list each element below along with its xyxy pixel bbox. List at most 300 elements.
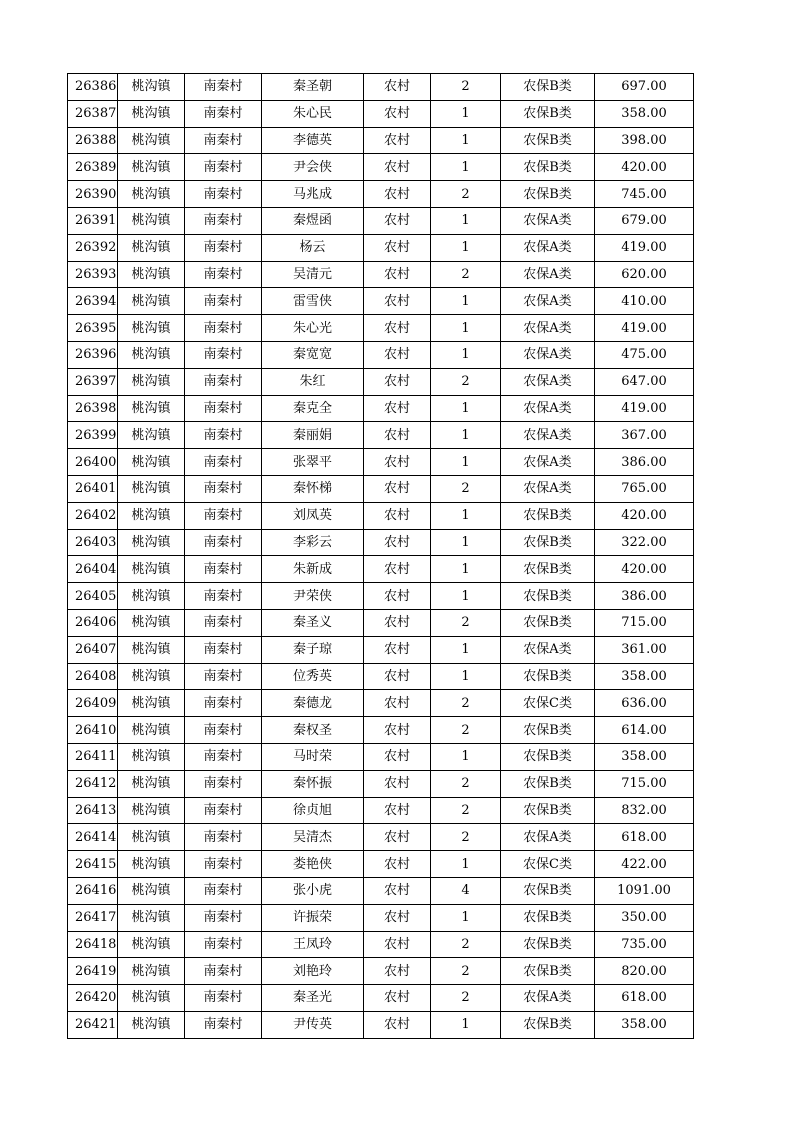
household-count-cell: 1 (431, 127, 501, 154)
table-row (68, 288, 694, 315)
insurance-category-cell: 农保B类 (501, 100, 595, 127)
table-row (68, 877, 694, 904)
person-name-cell: 秦怀梯 (262, 475, 364, 502)
town-cell: 桃沟镇 (118, 958, 185, 985)
row-id-cell: 26393 (68, 261, 118, 288)
table-row (68, 261, 694, 288)
household-count-cell: 1 (431, 663, 501, 690)
person-name-cell: 秦圣义 (262, 609, 364, 636)
table-row (68, 368, 694, 395)
person-name-cell: 秦德龙 (262, 690, 364, 717)
amount-cell: 358.00 (595, 743, 694, 770)
household-count-cell: 1 (431, 288, 501, 315)
household-count-cell: 1 (431, 449, 501, 476)
insurance-category-cell: 农保B类 (501, 717, 595, 744)
town-cell: 桃沟镇 (118, 717, 185, 744)
person-name-cell: 张小虎 (262, 877, 364, 904)
insurance-category-cell: 农保C类 (501, 851, 595, 878)
household-count-cell: 2 (431, 958, 501, 985)
insurance-category-cell: 农保B类 (501, 663, 595, 690)
table-row (68, 127, 694, 154)
table-row (68, 583, 694, 610)
amount-cell: 620.00 (595, 261, 694, 288)
document-page (67, 73, 693, 1039)
amount-cell: 358.00 (595, 1011, 694, 1038)
row-id-cell: 26406 (68, 609, 118, 636)
insurance-category-cell: 农保A类 (501, 475, 595, 502)
household-count-cell: 2 (431, 74, 501, 101)
person-name-cell: 刘艳玲 (262, 958, 364, 985)
area-type-cell: 农村 (364, 234, 431, 261)
amount-cell: 350.00 (595, 904, 694, 931)
area-type-cell: 农村 (364, 931, 431, 958)
table-row (68, 663, 694, 690)
insurance-category-cell: 农保B类 (501, 529, 595, 556)
row-id-cell: 26418 (68, 931, 118, 958)
table-row (68, 502, 694, 529)
amount-cell: 410.00 (595, 288, 694, 315)
amount-cell: 386.00 (595, 449, 694, 476)
area-type-cell: 农村 (364, 74, 431, 101)
village-cell: 南秦村 (185, 181, 262, 208)
household-count-cell: 1 (431, 100, 501, 127)
amount-cell: 735.00 (595, 931, 694, 958)
area-type-cell: 农村 (364, 636, 431, 663)
village-cell: 南秦村 (185, 449, 262, 476)
town-cell: 桃沟镇 (118, 449, 185, 476)
area-type-cell: 农村 (364, 181, 431, 208)
town-cell: 桃沟镇 (118, 502, 185, 529)
area-type-cell: 农村 (364, 529, 431, 556)
household-count-cell: 2 (431, 931, 501, 958)
town-cell: 桃沟镇 (118, 395, 185, 422)
amount-cell: 419.00 (595, 234, 694, 261)
village-cell: 南秦村 (185, 261, 262, 288)
person-name-cell: 马兆成 (262, 181, 364, 208)
table-row (68, 181, 694, 208)
area-type-cell: 农村 (364, 368, 431, 395)
insurance-category-cell: 农保A类 (501, 824, 595, 851)
household-count-cell: 1 (431, 583, 501, 610)
row-id-cell: 26410 (68, 717, 118, 744)
area-type-cell: 农村 (364, 904, 431, 931)
village-cell: 南秦村 (185, 341, 262, 368)
table-row (68, 797, 694, 824)
amount-cell: 745.00 (595, 181, 694, 208)
table-row (68, 931, 694, 958)
row-id-cell: 26414 (68, 824, 118, 851)
person-name-cell: 刘凤英 (262, 502, 364, 529)
table-row (68, 770, 694, 797)
insurance-category-cell: 农保B类 (501, 181, 595, 208)
household-count-cell: 1 (431, 207, 501, 234)
amount-cell: 614.00 (595, 717, 694, 744)
household-count-cell: 1 (431, 743, 501, 770)
insurance-category-cell: 农保A类 (501, 395, 595, 422)
person-name-cell: 秦权圣 (262, 717, 364, 744)
town-cell: 桃沟镇 (118, 609, 185, 636)
area-type-cell: 农村 (364, 556, 431, 583)
insurance-category-cell: 农保B类 (501, 958, 595, 985)
table-row (68, 74, 694, 101)
row-id-cell: 26400 (68, 449, 118, 476)
row-id-cell: 26401 (68, 475, 118, 502)
town-cell: 桃沟镇 (118, 100, 185, 127)
village-cell: 南秦村 (185, 609, 262, 636)
amount-cell: 715.00 (595, 609, 694, 636)
household-count-cell: 1 (431, 341, 501, 368)
village-cell: 南秦村 (185, 770, 262, 797)
insurance-category-cell: 农保B类 (501, 556, 595, 583)
person-name-cell: 李彩云 (262, 529, 364, 556)
village-cell: 南秦村 (185, 315, 262, 342)
area-type-cell: 农村 (364, 449, 431, 476)
table-row (68, 395, 694, 422)
row-id-cell: 26392 (68, 234, 118, 261)
insurance-category-cell: 农保B类 (501, 74, 595, 101)
insurance-category-cell: 农保A类 (501, 288, 595, 315)
person-name-cell: 朱心光 (262, 315, 364, 342)
table-row (68, 154, 694, 181)
village-cell: 南秦村 (185, 127, 262, 154)
amount-cell: 697.00 (595, 74, 694, 101)
town-cell: 桃沟镇 (118, 743, 185, 770)
table-row (68, 958, 694, 985)
area-type-cell: 农村 (364, 797, 431, 824)
insurance-category-cell: 农保B类 (501, 743, 595, 770)
amount-cell: 367.00 (595, 422, 694, 449)
area-type-cell: 农村 (364, 207, 431, 234)
village-cell: 南秦村 (185, 690, 262, 717)
town-cell: 桃沟镇 (118, 1011, 185, 1038)
person-name-cell: 雷雪侠 (262, 288, 364, 315)
town-cell: 桃沟镇 (118, 770, 185, 797)
row-id-cell: 26397 (68, 368, 118, 395)
insurance-category-cell: 农保B类 (501, 770, 595, 797)
household-count-cell: 1 (431, 154, 501, 181)
village-cell: 南秦村 (185, 636, 262, 663)
town-cell: 桃沟镇 (118, 234, 185, 261)
village-cell: 南秦村 (185, 931, 262, 958)
area-type-cell: 农村 (364, 609, 431, 636)
table-row (68, 824, 694, 851)
person-name-cell: 杨云 (262, 234, 364, 261)
town-cell: 桃沟镇 (118, 341, 185, 368)
town-cell: 桃沟镇 (118, 797, 185, 824)
insurance-category-cell: 农保B类 (501, 502, 595, 529)
row-id-cell: 26411 (68, 743, 118, 770)
table-row (68, 529, 694, 556)
village-cell: 南秦村 (185, 154, 262, 181)
person-name-cell: 秦克全 (262, 395, 364, 422)
amount-cell: 679.00 (595, 207, 694, 234)
village-cell: 南秦村 (185, 663, 262, 690)
table-row (68, 904, 694, 931)
household-count-cell: 1 (431, 502, 501, 529)
town-cell: 桃沟镇 (118, 877, 185, 904)
amount-cell: 647.00 (595, 368, 694, 395)
town-cell: 桃沟镇 (118, 851, 185, 878)
area-type-cell: 农村 (364, 315, 431, 342)
village-cell: 南秦村 (185, 797, 262, 824)
amount-cell: 358.00 (595, 663, 694, 690)
row-id-cell: 26407 (68, 636, 118, 663)
table-row (68, 636, 694, 663)
amount-cell: 765.00 (595, 475, 694, 502)
person-name-cell: 吴清杰 (262, 824, 364, 851)
table-row (68, 690, 694, 717)
village-cell: 南秦村 (185, 851, 262, 878)
row-id-cell: 26405 (68, 583, 118, 610)
row-id-cell: 26412 (68, 770, 118, 797)
village-cell: 南秦村 (185, 877, 262, 904)
town-cell: 桃沟镇 (118, 985, 185, 1012)
person-name-cell: 娄艳侠 (262, 851, 364, 878)
town-cell: 桃沟镇 (118, 368, 185, 395)
household-count-cell: 2 (431, 261, 501, 288)
row-id-cell: 26394 (68, 288, 118, 315)
person-name-cell: 张翠平 (262, 449, 364, 476)
area-type-cell: 农村 (364, 770, 431, 797)
amount-cell: 420.00 (595, 556, 694, 583)
village-cell: 南秦村 (185, 395, 262, 422)
table-row (68, 449, 694, 476)
household-count-cell: 1 (431, 556, 501, 583)
town-cell: 桃沟镇 (118, 583, 185, 610)
village-cell: 南秦村 (185, 288, 262, 315)
person-name-cell: 尹荣侠 (262, 583, 364, 610)
insurance-category-cell: 农保A类 (501, 315, 595, 342)
village-cell: 南秦村 (185, 529, 262, 556)
amount-cell: 618.00 (595, 824, 694, 851)
household-count-cell: 4 (431, 877, 501, 904)
area-type-cell: 农村 (364, 475, 431, 502)
row-id-cell: 26399 (68, 422, 118, 449)
insurance-category-cell: 农保A类 (501, 207, 595, 234)
amount-cell: 398.00 (595, 127, 694, 154)
person-name-cell: 许振荣 (262, 904, 364, 931)
table-row (68, 341, 694, 368)
row-id-cell: 26389 (68, 154, 118, 181)
town-cell: 桃沟镇 (118, 315, 185, 342)
household-count-cell: 2 (431, 717, 501, 744)
row-id-cell: 26404 (68, 556, 118, 583)
person-name-cell: 秦宽宽 (262, 341, 364, 368)
table-row (68, 1011, 694, 1038)
household-count-cell: 2 (431, 609, 501, 636)
insurance-category-cell: 农保A类 (501, 341, 595, 368)
town-cell: 桃沟镇 (118, 207, 185, 234)
row-id-cell: 26388 (68, 127, 118, 154)
insurance-category-cell: 农保A类 (501, 422, 595, 449)
town-cell: 桃沟镇 (118, 422, 185, 449)
person-name-cell: 朱新成 (262, 556, 364, 583)
insurance-category-cell: 农保A类 (501, 985, 595, 1012)
village-cell: 南秦村 (185, 1011, 262, 1038)
table-row (68, 315, 694, 342)
village-cell: 南秦村 (185, 743, 262, 770)
table-row (68, 422, 694, 449)
household-count-cell: 2 (431, 985, 501, 1012)
table-row (68, 100, 694, 127)
village-cell: 南秦村 (185, 502, 262, 529)
town-cell: 桃沟镇 (118, 181, 185, 208)
amount-cell: 419.00 (595, 315, 694, 342)
table-row (68, 717, 694, 744)
town-cell: 桃沟镇 (118, 127, 185, 154)
amount-cell: 832.00 (595, 797, 694, 824)
area-type-cell: 农村 (364, 663, 431, 690)
insurance-category-cell: 农保B类 (501, 609, 595, 636)
town-cell: 桃沟镇 (118, 529, 185, 556)
person-name-cell: 尹传英 (262, 1011, 364, 1038)
insurance-category-cell: 农保A类 (501, 449, 595, 476)
household-count-cell: 2 (431, 824, 501, 851)
household-count-cell: 1 (431, 234, 501, 261)
village-cell: 南秦村 (185, 717, 262, 744)
village-cell: 南秦村 (185, 824, 262, 851)
amount-cell: 422.00 (595, 851, 694, 878)
household-count-cell: 1 (431, 422, 501, 449)
row-id-cell: 26420 (68, 985, 118, 1012)
amount-cell: 358.00 (595, 100, 694, 127)
household-count-cell: 2 (431, 797, 501, 824)
table-row (68, 743, 694, 770)
insurance-category-cell: 农保B类 (501, 877, 595, 904)
area-type-cell: 农村 (364, 288, 431, 315)
village-cell: 南秦村 (185, 958, 262, 985)
amount-cell: 361.00 (595, 636, 694, 663)
area-type-cell: 农村 (364, 851, 431, 878)
village-cell: 南秦村 (185, 985, 262, 1012)
person-name-cell: 秦怀振 (262, 770, 364, 797)
town-cell: 桃沟镇 (118, 824, 185, 851)
person-name-cell: 徐贞旭 (262, 797, 364, 824)
amount-cell: 419.00 (595, 395, 694, 422)
table-row (68, 851, 694, 878)
area-type-cell: 农村 (364, 583, 431, 610)
amount-cell: 322.00 (595, 529, 694, 556)
village-cell: 南秦村 (185, 583, 262, 610)
household-count-cell: 1 (431, 529, 501, 556)
row-id-cell: 26402 (68, 502, 118, 529)
row-id-cell: 26416 (68, 877, 118, 904)
insurance-category-cell: 农保B类 (501, 904, 595, 931)
person-name-cell: 秦煜函 (262, 207, 364, 234)
row-id-cell: 26387 (68, 100, 118, 127)
household-count-cell: 2 (431, 368, 501, 395)
row-id-cell: 26419 (68, 958, 118, 985)
area-type-cell: 农村 (364, 100, 431, 127)
household-count-cell: 1 (431, 315, 501, 342)
area-type-cell: 农村 (364, 877, 431, 904)
town-cell: 桃沟镇 (118, 288, 185, 315)
village-cell: 南秦村 (185, 475, 262, 502)
row-id-cell: 26421 (68, 1011, 118, 1038)
village-cell: 南秦村 (185, 207, 262, 234)
area-type-cell: 农村 (364, 422, 431, 449)
insurance-category-cell: 农保B类 (501, 1011, 595, 1038)
area-type-cell: 农村 (364, 690, 431, 717)
village-cell: 南秦村 (185, 904, 262, 931)
area-type-cell: 农村 (364, 743, 431, 770)
row-id-cell: 26398 (68, 395, 118, 422)
town-cell: 桃沟镇 (118, 663, 185, 690)
insurance-category-cell: 农保B类 (501, 154, 595, 181)
amount-cell: 420.00 (595, 154, 694, 181)
area-type-cell: 农村 (364, 985, 431, 1012)
table-row (68, 556, 694, 583)
person-name-cell: 吴清元 (262, 261, 364, 288)
amount-cell: 715.00 (595, 770, 694, 797)
insurance-category-cell: 农保B类 (501, 931, 595, 958)
insurance-category-cell: 农保A类 (501, 261, 595, 288)
person-name-cell: 秦丽娟 (262, 422, 364, 449)
person-name-cell: 朱红 (262, 368, 364, 395)
village-cell: 南秦村 (185, 556, 262, 583)
area-type-cell: 农村 (364, 717, 431, 744)
row-id-cell: 26417 (68, 904, 118, 931)
area-type-cell: 农村 (364, 824, 431, 851)
household-count-cell: 1 (431, 395, 501, 422)
person-name-cell: 位秀英 (262, 663, 364, 690)
village-cell: 南秦村 (185, 234, 262, 261)
table-row (68, 234, 694, 261)
village-cell: 南秦村 (185, 74, 262, 101)
row-id-cell: 26408 (68, 663, 118, 690)
table-row (68, 985, 694, 1012)
insurance-category-cell: 农保A类 (501, 368, 595, 395)
household-count-cell: 2 (431, 181, 501, 208)
household-count-cell: 1 (431, 851, 501, 878)
insurance-category-cell: 农保B类 (501, 127, 595, 154)
row-id-cell: 26386 (68, 74, 118, 101)
insurance-category-cell: 农保C类 (501, 690, 595, 717)
row-id-cell: 26391 (68, 207, 118, 234)
area-type-cell: 农村 (364, 154, 431, 181)
person-name-cell: 朱心民 (262, 100, 364, 127)
person-name-cell: 秦圣光 (262, 985, 364, 1012)
table-row (68, 207, 694, 234)
household-count-cell: 1 (431, 1011, 501, 1038)
row-id-cell: 26403 (68, 529, 118, 556)
town-cell: 桃沟镇 (118, 154, 185, 181)
insurance-category-cell: 农保A类 (501, 234, 595, 261)
amount-cell: 618.00 (595, 985, 694, 1012)
person-name-cell: 尹会侠 (262, 154, 364, 181)
amount-cell: 820.00 (595, 958, 694, 985)
person-name-cell: 李德英 (262, 127, 364, 154)
area-type-cell: 农村 (364, 958, 431, 985)
person-name-cell: 马时荣 (262, 743, 364, 770)
area-type-cell: 农村 (364, 502, 431, 529)
amount-cell: 386.00 (595, 583, 694, 610)
table-body (68, 74, 694, 1039)
row-id-cell: 26396 (68, 341, 118, 368)
table-row (68, 475, 694, 502)
town-cell: 桃沟镇 (118, 261, 185, 288)
row-id-cell: 26395 (68, 315, 118, 342)
person-name-cell: 王凤玲 (262, 931, 364, 958)
town-cell: 桃沟镇 (118, 475, 185, 502)
row-id-cell: 26415 (68, 851, 118, 878)
village-cell: 南秦村 (185, 100, 262, 127)
area-type-cell: 农村 (364, 261, 431, 288)
town-cell: 桃沟镇 (118, 556, 185, 583)
area-type-cell: 农村 (364, 395, 431, 422)
amount-cell: 420.00 (595, 502, 694, 529)
insurance-category-cell: 农保B类 (501, 583, 595, 610)
